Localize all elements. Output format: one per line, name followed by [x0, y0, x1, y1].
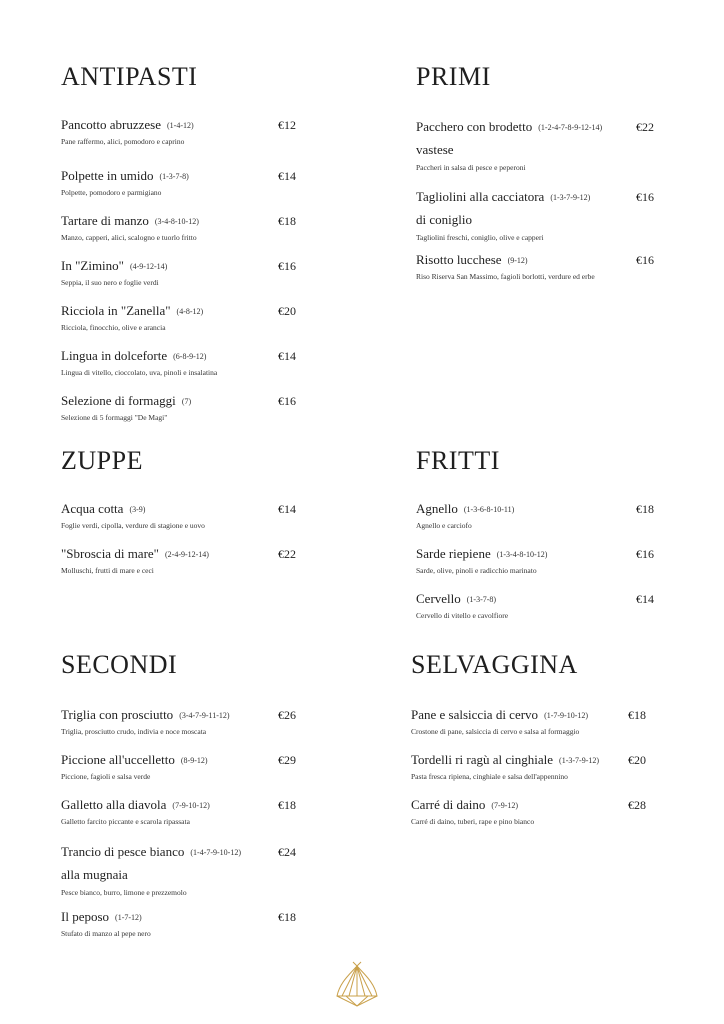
item-allergens: (1-3-4-8-10-12) [496, 550, 548, 559]
item-description: Lingua di vitello, cioccolato, uva, pinoli e insalatina [61, 368, 218, 377]
section-antipasti [61, 62, 296, 422]
item-allergens: (1-4-12) [166, 121, 194, 130]
item-description: Seppia, il suo nero e foglie verdi [61, 278, 159, 287]
item-name: Pacchero con brodetto [416, 119, 533, 134]
item-name: Piccione all'uccelletto [61, 752, 175, 767]
section-title: PRIMI [416, 62, 491, 91]
shell-fan-icon [334, 960, 380, 1008]
item-price: €18 [278, 798, 296, 812]
item-description: Riso Riserva San Massimo, fagioli borlotti, verdure ed erbe [416, 272, 595, 281]
item-price: €14 [278, 502, 296, 516]
item-name: Carré di daino [411, 797, 486, 812]
item-allergens: (7) [181, 397, 192, 406]
item-description: Galletto farcito piccante e scarola ripassata [61, 817, 190, 826]
item-price: €16 [636, 253, 654, 267]
zuppe-list [61, 500, 296, 590]
item-allergens: (1-3-7-9-12) [559, 756, 600, 765]
menu-item [416, 186, 654, 242]
section-title: ZUPPE [61, 446, 143, 475]
menu-item [61, 841, 296, 895]
menu-item [61, 908, 296, 940]
item-allergens: (1-4-7-9-10-12) [190, 848, 242, 857]
item-name: Ricciola in "Zanella" [61, 303, 171, 318]
item-price: €24 [278, 845, 296, 859]
item-name-continued: vastese [416, 142, 454, 157]
item-name: Acqua cotta [61, 501, 124, 516]
menu-item [61, 706, 296, 738]
item-name: Sarde riepiene [416, 546, 491, 561]
item-price: €26 [278, 708, 296, 722]
item-price: €14 [278, 169, 296, 183]
menu-item [411, 796, 646, 828]
item-price: €18 [636, 502, 654, 516]
item-name-continued: alla mugnaia [61, 867, 128, 882]
item-allergens: (1-2-4-7-8-9-12-14) [538, 123, 603, 132]
item-description: Polpette, pomodoro e parmigiano [61, 188, 162, 197]
item-description: Selezione di 5 formaggi "De Magi" [61, 413, 168, 422]
item-name: Tartare di manzo [61, 213, 149, 228]
item-name: In "Zimino" [61, 258, 124, 273]
item-description: Agnello e carciofo [416, 521, 472, 530]
menu-item [61, 167, 296, 199]
item-allergens: (1-3-6-8-10-11) [463, 505, 515, 514]
item-allergens: (3-4-7-9-11-12) [179, 711, 230, 720]
item-price: €29 [278, 753, 296, 767]
item-price: €18 [628, 708, 646, 722]
secondi-list [61, 706, 296, 953]
menu-item [61, 257, 296, 289]
menu-item [411, 706, 646, 738]
item-name: Tordelli ri ragù al cinghiale [411, 752, 554, 767]
item-name: Polpette in umido [61, 168, 154, 183]
item-allergens: (4-8-12) [176, 307, 204, 316]
section-secondi [61, 650, 296, 938]
item-description: Pesce bianco, burro, limone e prezzemolo [61, 888, 187, 897]
item-allergens: (4-9-12-14) [129, 262, 168, 271]
item-name: Il peposo [61, 909, 110, 924]
item-description: Cervello di vitello e cavolfiore [416, 611, 509, 620]
section-title: SECONDI [61, 650, 178, 679]
item-description: Tagliolini freschi, coniglio, olive e capperi [416, 233, 544, 242]
item-name: Triglia con prosciutto [61, 707, 174, 722]
item-description: Carré di daino, tuberi, rape e pino bianco [411, 817, 535, 826]
item-price: €14 [636, 592, 654, 606]
item-price: €16 [278, 259, 296, 273]
item-allergens: (6-8-9-12) [173, 352, 207, 361]
item-price: €18 [278, 214, 296, 228]
item-price: €14 [278, 349, 296, 363]
item-description: Piccione, fagioli e salsa verde [61, 772, 151, 781]
item-allergens: (8-9-12) [180, 756, 208, 765]
item-price: €16 [636, 190, 654, 204]
item-name: Trancio di pesce bianco [61, 844, 185, 859]
item-allergens: (1-3-7-9-12) [550, 193, 591, 202]
item-description: Pane raffermo, alici, pomodoro e caprino [61, 137, 185, 146]
item-name: Risotto lucchese [416, 252, 502, 267]
item-description: Foglie verdi, cipolla, verdure di stagione e uovo [61, 521, 205, 530]
antipasti-list [61, 116, 296, 437]
item-allergens: (1-3-7-8) [466, 595, 497, 604]
section-zuppe [61, 446, 296, 575]
item-price: €20 [278, 304, 296, 318]
item-name: Pancotto abruzzese [61, 117, 161, 132]
primi-list [416, 116, 654, 296]
menu-item [61, 392, 296, 424]
item-description: Stufato di manzo al pepe nero [61, 929, 151, 938]
section-title: FRITTI [416, 446, 500, 475]
item-allergens: (9-12) [507, 256, 528, 265]
item-name: Galletto alla diavola [61, 797, 167, 812]
menu-item [61, 302, 296, 334]
menu-item [61, 116, 296, 154]
item-price: €28 [628, 798, 646, 812]
menu-item [411, 751, 646, 783]
section-fritti [416, 446, 654, 620]
item-description: Crostone di pane, salsiccia di cervo e salsa al formaggio [411, 727, 580, 736]
item-description: Ricciola, finocchio, olive e arancia [61, 323, 166, 332]
item-price: €18 [278, 910, 296, 924]
item-description: Manzo, capperi, alici, scalogno e tuorlo fritto [61, 233, 197, 242]
section-title: SELVAGGINA [411, 650, 578, 679]
item-price: €22 [636, 120, 654, 134]
item-allergens: (1-3-7-8) [159, 172, 189, 181]
item-description: Paccheri in salsa di pesce e peperoni [416, 163, 526, 172]
item-allergens: (2-4-9-12-14) [164, 550, 209, 559]
section-primi [416, 62, 654, 281]
item-name: Cervello [416, 591, 461, 606]
fritti-list [416, 500, 654, 635]
item-name-continued: di coniglio [416, 212, 472, 227]
menu-item [61, 347, 296, 379]
menu-item [61, 751, 296, 783]
menu-item [416, 251, 654, 283]
item-allergens: (3-9) [129, 505, 146, 514]
item-name: "Sbroscia di mare" [61, 546, 159, 561]
item-description: Pasta fresca ripiena, cinghiale e salsa dell'appennino [411, 772, 568, 781]
item-name: Tagliolini alla cacciatora [416, 189, 545, 204]
menu-item [416, 500, 654, 532]
item-price: €22 [278, 547, 296, 561]
menu-item [61, 212, 296, 244]
item-allergens: (1-7-9-10-12) [544, 711, 589, 720]
item-name: Pane e salsiccia di cervo [411, 707, 539, 722]
menu-item [416, 545, 654, 577]
menu-item [61, 545, 296, 577]
item-allergens: (7-9-10-12) [172, 801, 210, 810]
selvaggina-list [411, 706, 646, 841]
item-description: Molluschi, frutti di mare e ceci [61, 566, 154, 575]
section-title: ANTIPASTI [61, 62, 198, 91]
item-allergens: (3-4-8-10-12) [154, 217, 199, 226]
menu-item [61, 796, 296, 828]
section-selvaggina [411, 650, 646, 826]
item-price: €12 [278, 118, 296, 132]
item-allergens: (1-7-12) [115, 913, 142, 922]
item-name: Selezione di formaggi [61, 393, 176, 408]
item-price: €20 [628, 753, 646, 767]
item-price: €16 [278, 394, 296, 408]
item-allergens: (7-9-12) [491, 801, 519, 810]
item-name: Lingua in dolceforte [61, 348, 168, 363]
item-description: Sarde, olive, pinoli e radicchio marinato [416, 566, 537, 575]
menu-item [61, 500, 296, 532]
menu-item [416, 590, 654, 622]
menu-item [416, 116, 654, 173]
item-name: Agnello [416, 501, 458, 516]
item-price: €16 [636, 547, 654, 561]
item-description: Triglia, prosciutto crudo, indivia e noce moscata [61, 727, 207, 736]
